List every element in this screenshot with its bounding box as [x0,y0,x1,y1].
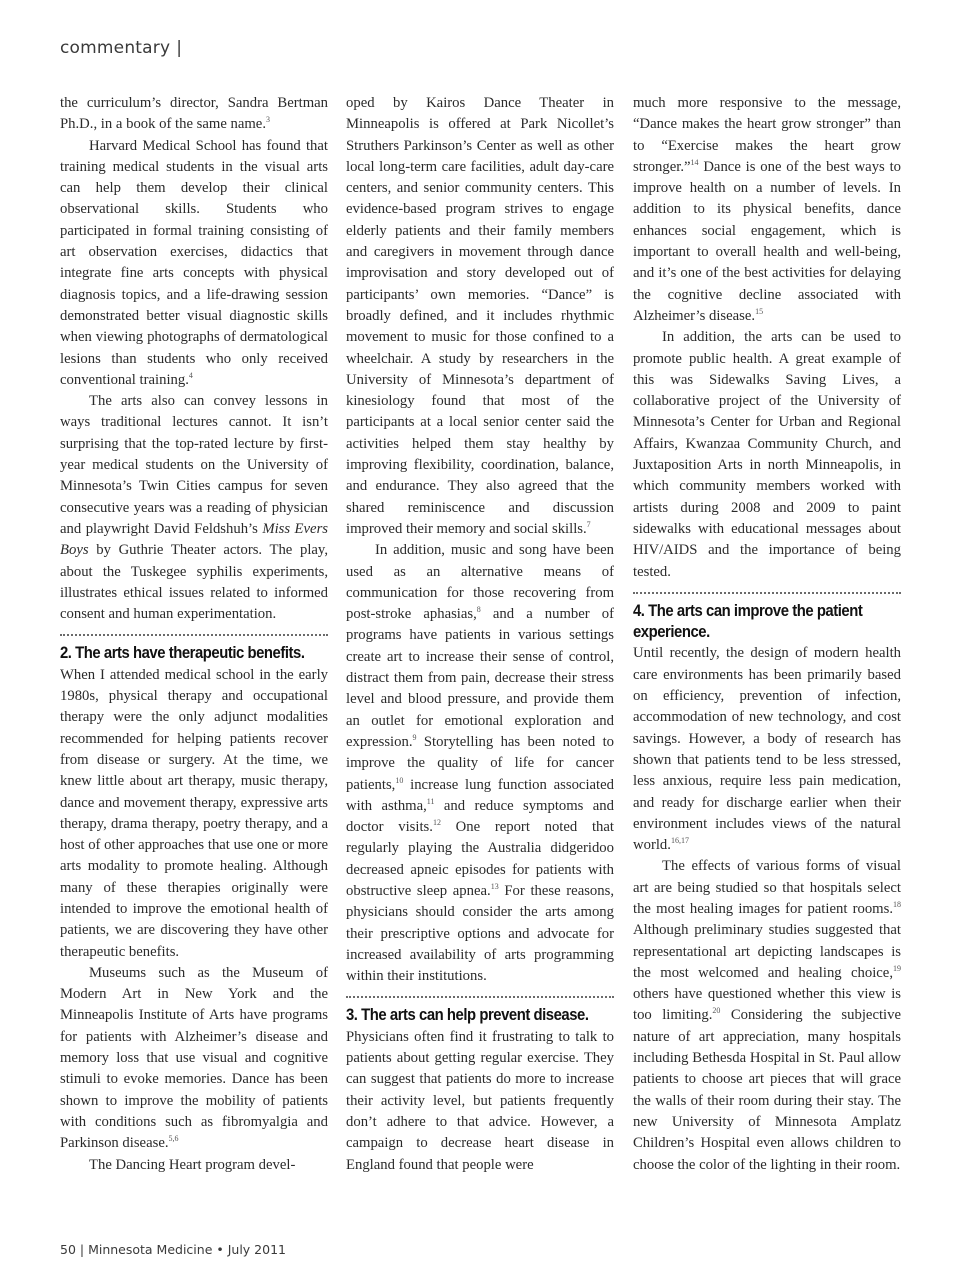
section-heading: 4. The arts can improve the patient experience. [633,601,863,642]
reference-superscript: 8 [476,605,481,615]
section-divider [346,996,614,998]
reference-superscript: 5,6 [168,1134,179,1144]
paragraph [633,856,901,1175]
reference-superscript: 11 [426,796,435,806]
paragraph [60,136,328,392]
text-run: Until recently, the design of modern health care environments has been primarily based on efficiency, prevention of infection, accommodation of new technology, and cost savings. However, a body of research has shown that patients tend to be less stressed, less anxious, require less pain medication, and ready for discharge earlier when their environment includes views of the natural world. [633,645,901,854]
paragraph [633,327,901,583]
text-run: The Dancing Heart program devel- [89,1156,296,1173]
paragraph [60,391,328,625]
text-run: increase lung function associated with asthma, [346,776,614,814]
header-divider: | [176,38,183,58]
text-run: One report noted that regularly playing the Australia didgeridoo decreased apneic episodes for patients with obstructive sleep apnea. [346,819,614,899]
text-run: Considering the subjective nature of art appreciation, many hospitals including Bethesda Hospital in St. Paul allow patients to choose art pieces that will grace the walls of their room during their stay. The new University of Minnesota Amplatz Children’s Hospital even allows children to choose the color of the lighting in their room. [633,1007,901,1173]
reference-superscript: 18 [893,899,901,909]
reference-superscript: 15 [755,306,764,316]
section-divider [60,634,328,636]
text-run: and reduce symptoms and doctor visits. [346,797,614,836]
text-run: In addition, the arts can be used to promote public health. A great example of this was Sidewalks Saving Lives, a collaborative project of the University of Minnesota’s Center for Urban and Regional Affairs, Kwanzaa Community Church, and Juxtaposition Arts in north Minneapolis, in which community members worked with artists during 2008 and 2009 to paint sidewalks with educational messages about HIV/AIDS and the importance of being tested. [633,329,901,580]
text-run: by Guthrie Theater actors. The play, about the Tuskegee syphilis experiments, illustrates ethical issues related to informed consent and human experimentation. [60,542,328,623]
reference-superscript: 3 [266,115,270,125]
section-label: commentary [60,38,171,58]
text-run: others have questioned whether this view is too limiting. [633,986,901,1024]
reference-superscript: 19 [893,963,901,973]
paragraph [346,93,614,540]
text-run: For these reasons, physicians should consider the arts among their prescriptive options and advocate for increased availability of arts programming within their institutions. [346,882,615,985]
play-title: Miss Evers Boys [60,520,328,559]
paragraph [633,643,901,856]
column-2 [346,93,614,1176]
text-run: In addition, music and song have been used as an alternative means of communication for those recovering from post-stroke aphasias, [346,542,614,623]
text-run: the curriculum’s director, Sandra Bertman Ph.D., in a book of the same name. [60,95,328,133]
reference-superscript: 12 [432,818,441,828]
text-run: much more responsive to the message, “Dance makes the heart grow stronger” than to “Exercise makes the heart grow stronger.” [633,95,901,175]
reference-superscript: 4 [188,370,193,380]
paragraph [60,665,328,963]
paragraph [346,1027,614,1176]
text-run: Storytelling has been noted to improve the quality of life for cancer patients, [346,733,614,793]
reference-superscript: 20 [712,1006,721,1016]
reference-superscript: 14 [690,157,699,167]
reference-superscript: 16,17 [670,836,689,846]
section-heading: 3. The arts can help prevent disease. [346,1006,589,1025]
text-run: Museums such as the Museum of Modern Art in New York and the Minneapolis Institute of Arts have programs for patients with Alzheimer’s disease and memory loss that use visual and cognitive stimuli to evoke memories. Dance has been shown to improve the mobility of patients with conditions such as fibromyalgia and Parkinson disease. [60,964,328,1152]
column-3 [633,93,901,1176]
text-run: oped by Kairos Dance Theater in Minneapolis is offered at Park Nicollet’s Struthers Parkinson’s Center as well as other local long-term care facilities, adult day-care centers, and senior community centers. This evidence-based program strives to engage elderly patients and their family members and caregivers in movement through dance improvisation and story developed out of participants’ own memories. “Dance” is broadly defined, and it includes rhythmic movement to music for those confined to a wheelchair. A study by researchers in the University of Minnesota’s department of kinesiology found that most of the participants at a local senior center said the activities helped them stay healthy by improving flexibility, coordination, balance, and endurance. They also agreed that the shared reminiscence and discussion improved their memory and social skills. [346,95,614,537]
section-heading: 2. The arts have therapeutic benefits. [60,644,305,663]
text-run: When I attended medical school in the early 1980s, physical therapy and occupational therapy were the only adjunct modalities recommended for helping patients recover from disease or surgery. At the time, we knew little about art therapy, music therapy, dance and movement therapy, expressive arts therapy, drama therapy, poetry therapy, and a host of other approaches that use one or more arts modality to promote healing. Although many of these therapies originally were intended to improve the emotional health of patients, we are discovering they have other therapeutic benefits. [60,666,328,960]
running-head [60,38,182,58]
reference-superscript: 10 [395,775,404,785]
text-run: The arts also can convey lessons in ways traditional lectures cannot. It isn’t surprising that the top-rated lecture by first-year medical students on the University of Minnesota’s Twin Cities campus for seven consecutive years was a reading of physician and playwright David Feldshuh’s [60,393,328,537]
text-run: Harvard Medical School has found that training medical students in the visual arts can help them develop their clinical observational skills. Students who participated in formal training consisting of art observation exercises, didactics that integrate fine arts concepts with physical diagnosis topics, and a life-drawing session demonstrated better visual diagnostic skills when viewing photographs of dermatological lesions than students who only received conventional training. [60,137,328,388]
section-divider [633,592,901,594]
text-run: and a number of programs have patients in various settings create art to increase their sense of control, distract them from pain, decrease their stress level and blood pressure, and provide them an outlet for emotional exploration and expression. [346,606,614,750]
paragraph [60,963,328,1155]
text-run: Physicians often find it frustrating to talk to patients about getting regular exercise. They can suggest that patients do more to increase their activity level, but patients frequently don’t adhere to that advice. However, a campaign to decrease heart disease in England found that people were [346,1028,614,1173]
reference-superscript: 7 [586,519,591,529]
paragraph [60,1155,328,1176]
paragraph [346,540,614,987]
paragraph [633,93,901,327]
paragraph [60,93,328,136]
text-run: The effects of various forms of visual art are being studied so that hospitals select the most healing images for patient rooms. [633,858,901,917]
text-run: Although preliminary studies suggested that representational art depicting landscapes is the most welcomed and healing choice, [633,922,901,981]
page-footer: 50 | Minnesota Medicine • July 2011 [60,1242,286,1257]
text-run: Dance is one of the best ways to improve health on a number of levels. In addition to its physical benefits, dance enhances social engagement, which is important to overall health and well-being, and it’s one of the best activities for delaying the cognitive decline associated with Alzheimer’s disease. [633,158,901,324]
column-1 [60,93,328,1176]
reference-superscript: 9 [412,732,417,742]
reference-superscript: 13 [490,881,499,891]
